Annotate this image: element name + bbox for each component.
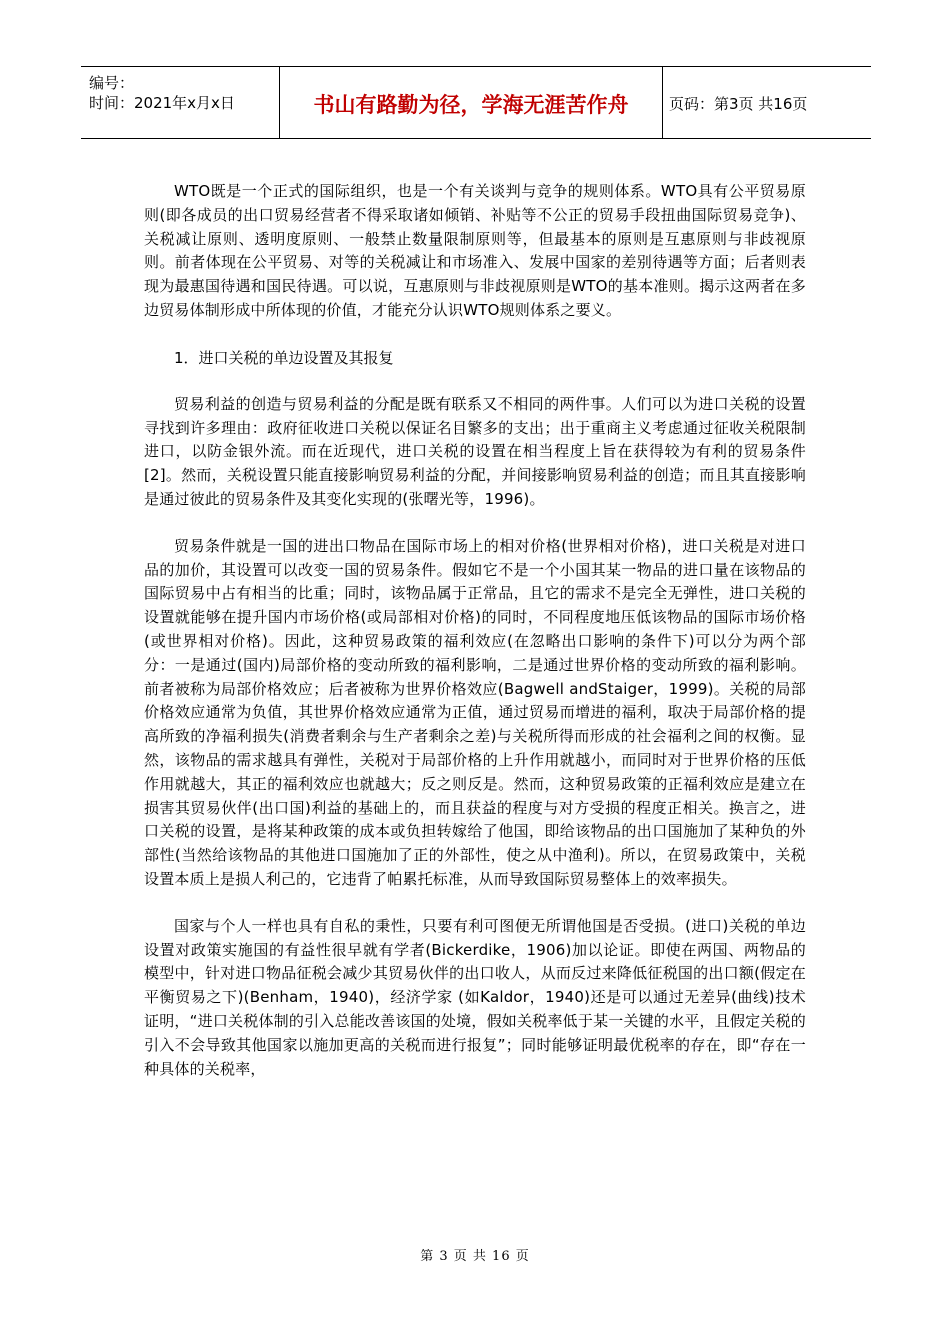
- header-motto: 书山有路勤为径，学海无涯苦作舟: [313, 92, 629, 117]
- paragraph-intro: WTO既是一个正式的国际组织，也是一个有关谈判与竞争的规则体系。WTO具有公平贸易原则(即各成员的出口贸易经营者不得采取诸如倾销、补贴等不公正的贸易手段扭曲国际贸易竞争)、关税减让原则、透明度原则、一般禁止数量限制原则等，但最基本的原则是互惠原则与非歧视原则。前者体现在公平贸易、对等的关税减让和市场准入、发展中国家的差别待遇等方面；后者则表现为最惠国待遇和国民待遇。可以说，互惠原则与非歧视原则是WTO的基本准则。揭示这两者在多边贸易体制形成中所体现的价值，才能充分认识WTO规则体系之要义。: [144, 182, 806, 319]
- time-label: 时间：2021年x月x日: [89, 94, 235, 112]
- header-page-info: 页码：第3页 共16页: [669, 95, 808, 113]
- header-right-cell: [663, 67, 871, 138]
- paragraph-self-interest: 国家与个人一样也具有自私的秉性，只要有利可图便无所谓他国是否受损。(进口)关税的单边设置对政策实施国的有益性很早就有学者(Bickerdike，1906)加以论证。即使在两国、两物品的模型中，针对进口物品征税会减少其贸易伙伴的出口收人，从而反过来降低征税国的出口额(假定在平衡贸易之下)(Benham，1940)，经济学家 (如Kaldor，1940)还是可以通过无差异(曲线)技术证明，“进口关税体制的引入总能改善该国的处境，假如关税率低于某一关键的水平，且假定关税的引入不会导致其他国家以施加更高的关税而进行报复”；同时能够证明最优税率的存在，即“存在一种具体的关税率，: [144, 916, 806, 1078]
- header-middle-cell: [279, 67, 663, 138]
- header-left-cell: [81, 67, 278, 138]
- paragraph-trade-benefits: 贸易利益的创造与贸易利益的分配是既有联系又不相同的两件事。人们可以为进口关税的设置寻找到许多理由：政府征收进口关税以保证名目繁多的支出；出于重商主义考虑通过征收关税限制进口，以防金银外流。而在近现代，进口关税的设置在相当程度上旨在获得较为有利的贸易条件[2]。然而，关税设置只能直接影响贸易利益的分配，并间接影响贸易利益的创造；而且其直接影响是通过彼此的贸易条件及其变化实现的(张曙光等，1996)。: [144, 394, 806, 508]
- paragraph-terms-of-trade: 贸易条件就是一国的进出口物品在国际市场上的相对价格(世界相对价格)，进口关税是对进口品的加价，其设置可以改变一国的贸易条件。假如它不是一个小国其某一物品的进口量在该物品的国际贸易中占有相当的比重；同时，该物品属于正常品，且它的需求不是完全无弹性，进口关税的设置就能够在提升国内市场价格(或局部相对价格)的同时，不同程度地压低该物品的国际市场价格(或世界相对价格)。因此，这种贸易政策的福利效应(在忽略出口影响的条件下)可以分为两个部分：一是通过(国内)局部价格的变动所致的福利影响，二是通过世界价格的变动所致的福利影响。前者被称为局部价格效应；后者被称为世界价格效应(Bagwell andStaiger，1999)。关税的局部价格效应通常为负值，其世界价格效应通常为正值，通过贸易而增进的福利，取决于局部价格的提高所致的净福利损失(消费者剩余与生产者剩余之差)与关税所得而形成的社会福利之间的权衡。显然，该物品的需求越具有弹性，关税对于局部价格的上升作用就越小，而同时对于世界价格的压低作用就越大，其正的福利效应也就越大；反之则反是。然而，这种贸易政策的正福利效应是建立在损害其贸易伙伴(出口国)利益的基础上的，而且获益的程度与对方受损的程度正相关。换言之，进口关税的设置，是将某种政策的成本或负担转嫁给了他国，即给该物品的出口国施加了某种负的外部性(当然给该物品的其他进口国施加了正的外部性，使之从中渔利)。所以，在贸易政策中，关税设置本质上是损人利己的，它违背了帕累托标准，从而导致国际贸易整体上的效率损失。: [144, 536, 806, 888]
- document-body: [144, 180, 806, 1104]
- section-heading-1: 1．进口关税的单边设置及其报复: [174, 348, 394, 367]
- page-header: [81, 66, 871, 139]
- page-footer: 第 3 页 共 16 页: [420, 1249, 530, 1264]
- serial-label: 编号：: [89, 74, 135, 92]
